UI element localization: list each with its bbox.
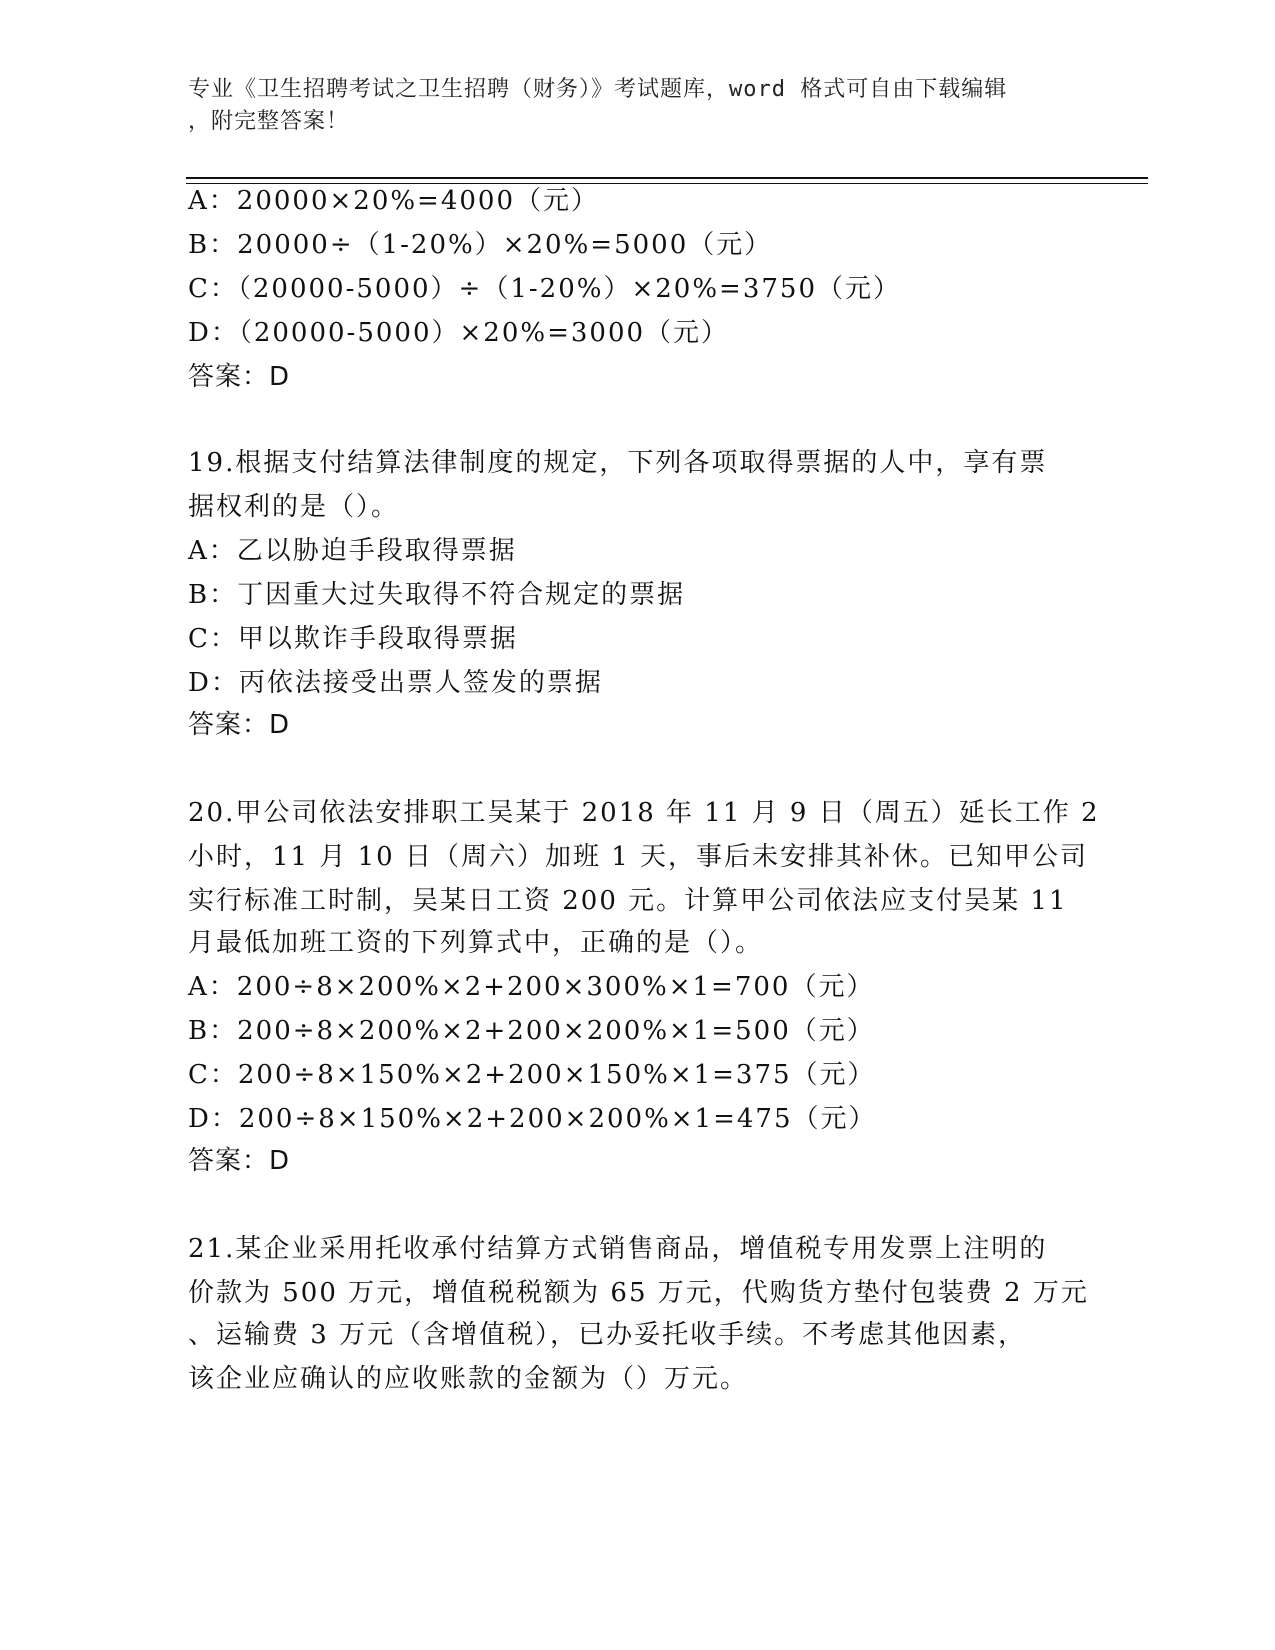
q21-question-line-4: 该企业应确认的应收账款的金额为（）万元。	[188, 1364, 749, 1394]
q20-option-b: B：200÷8×200%×2+200×200%×1=500（元）	[188, 1016, 875, 1046]
q20-option-c: C：200÷8×150%×2+200×150%×1=375（元）	[188, 1060, 876, 1090]
q19-question-line-1: 19.根据支付结算法律制度的规定，下列各项取得票据的人中，享有票	[188, 448, 1048, 478]
header-line-1: 专业《卫生招聘考试之卫生招聘（财务）》考试题库，word 格式可自由下载编辑	[188, 77, 1008, 102]
q19-answer: 答案：D	[188, 710, 291, 740]
q21-question-line-1: 21.某企业采用托收承付结算方式销售商品，增值税专用发票上注明的	[188, 1234, 1048, 1264]
q20-question-line-1: 20.甲公司依法安排职工吴某于 2018 年 11 月 9 日（周五）延长工作 2	[188, 798, 1100, 828]
q18-option-a: A：20000×20%=4000（元）	[188, 186, 600, 216]
header-divider-thick	[186, 177, 1148, 179]
q18-option-d: D：（20000-5000）×20%=3000（元）	[188, 318, 730, 348]
q19-option-b: B：丁因重大过失取得不符合规定的票据	[188, 580, 686, 610]
q20-question-line-3: 实行标准工时制，吴某日工资 200 元。计算甲公司依法应支付吴某 11	[188, 886, 1068, 916]
q21-question-line-2: 价款为 500 万元，增值税税额为 65 万元，代购货方垫付包装费 2 万元	[188, 1278, 1089, 1308]
header-line-2: ，附完整答案！	[188, 109, 350, 134]
q20-option-d: D：200÷8×150%×2+200×200%×1=475（元）	[188, 1104, 877, 1134]
q18-option-b: B：20000÷（1-20%）×20%=5000（元）	[188, 230, 773, 260]
q20-question-line-4: 月最低加班工资的下列算式中，正确的是（）。	[188, 928, 764, 958]
q20-answer: 答案：D	[188, 1146, 291, 1176]
q19-option-a: A：乙以胁迫手段取得票据	[188, 536, 517, 566]
q19-option-c: C：甲以欺诈手段取得票据	[188, 624, 518, 654]
q20-option-a: A：200÷8×200%×2+200×300%×1=700（元）	[188, 972, 875, 1002]
q18-option-c: C：（20000-5000）÷（1-20%）×20%=3750（元）	[188, 274, 901, 304]
q18-answer: 答案：D	[188, 362, 291, 392]
q20-question-line-2: 小时，11 月 10 日（周六）加班 1 天，事后未安排其补休。已知甲公司	[188, 842, 1089, 872]
q21-question-line-3: 、运输费 3 万元（含增值税），已办妥托收手续。不考虑其他因素，	[188, 1320, 1027, 1350]
q19-option-d: D：丙依法接受出票人签发的票据	[188, 668, 603, 698]
document-header	[188, 74, 1068, 138]
q19-question-line-2: 据权利的是（）。	[188, 492, 400, 522]
